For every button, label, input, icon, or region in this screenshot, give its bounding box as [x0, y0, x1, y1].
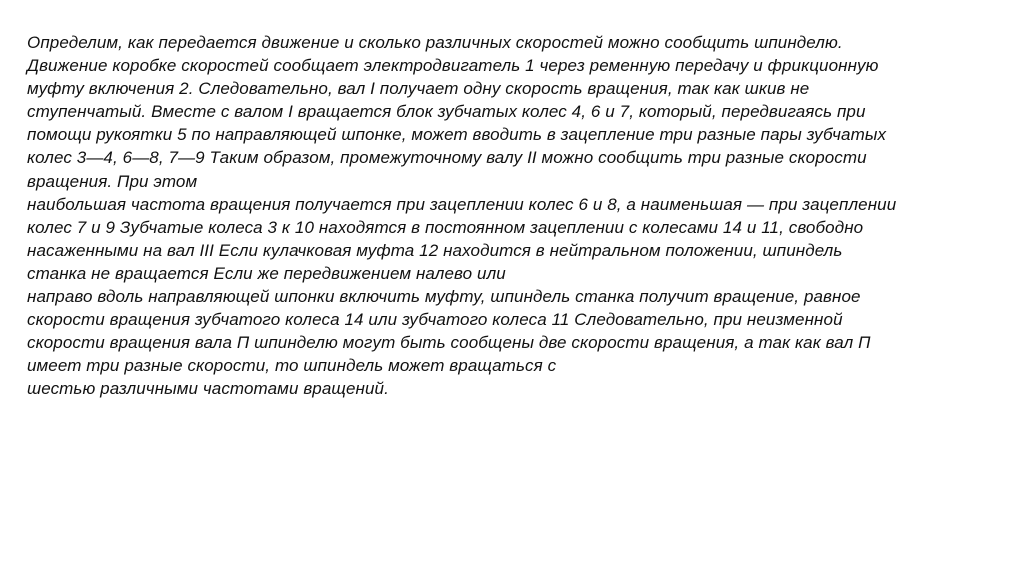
text-line: помощи рукоятки 5 по направляющей шпонке, может вводить в зацепление три разные пары зубчатых — [27, 125, 887, 145]
text-line: скорости вращения вала П шпинделю могут быть сообщены две скорости вращения, а так как вал П — [27, 333, 871, 353]
text-line: насаженными на вал III Если кулачковая муфта 12 находится в нейтральном положении, шпиндель — [27, 240, 843, 260]
body-text — [27, 31, 1012, 401]
text-line: скорости вращения зубчатого колеса 14 или зубчатого колеса 11 Следовательно, при неизменной — [27, 310, 843, 330]
text-line: вращения. При этом — [27, 171, 198, 191]
text-line: направо вдоль направляющей шпонки включить муфту, шпиндель станка получит вращение, равное — [27, 287, 861, 307]
text-line: Движение коробке скоростей сообщает электродвигатель 1 через ременную передачу и фрикционную — [27, 56, 879, 76]
text-line: станка не вращается Если же передвижением налево или — [27, 263, 506, 283]
text-line: колес 3—4, 6—8, 7—9 Таким образом, промежуточному валу II можно сообщить три разные скорости — [27, 148, 867, 168]
text-line: шестью различными частотами вращений. — [27, 379, 389, 399]
text-line: Определим, как передается движение и сколько различных скоростей можно сообщить шпинделю. — [27, 33, 843, 52]
text-line: ступенчатый. Вместе с валом I вращается блок зубчатых колес 4, 6 и 7, который, передвигаясь при — [27, 102, 866, 122]
text-line: имеет три разные скорости, то шпиндель может вращаться с — [27, 356, 557, 376]
text-line: колес 7 и 9 Зубчатые колеса 3 к 10 находятся в постоянном зацеплении с колесами 14 и 11, свободно — [27, 217, 864, 237]
text-line: наибольшая частота вращения получается при зацеплении колес 6 и 8, а наименьшая — при зацеплении — [27, 194, 897, 214]
text-line: муфту включения 2. Следовательно, вал I получает одну скорость вращения, так как шкив не — [27, 79, 810, 99]
